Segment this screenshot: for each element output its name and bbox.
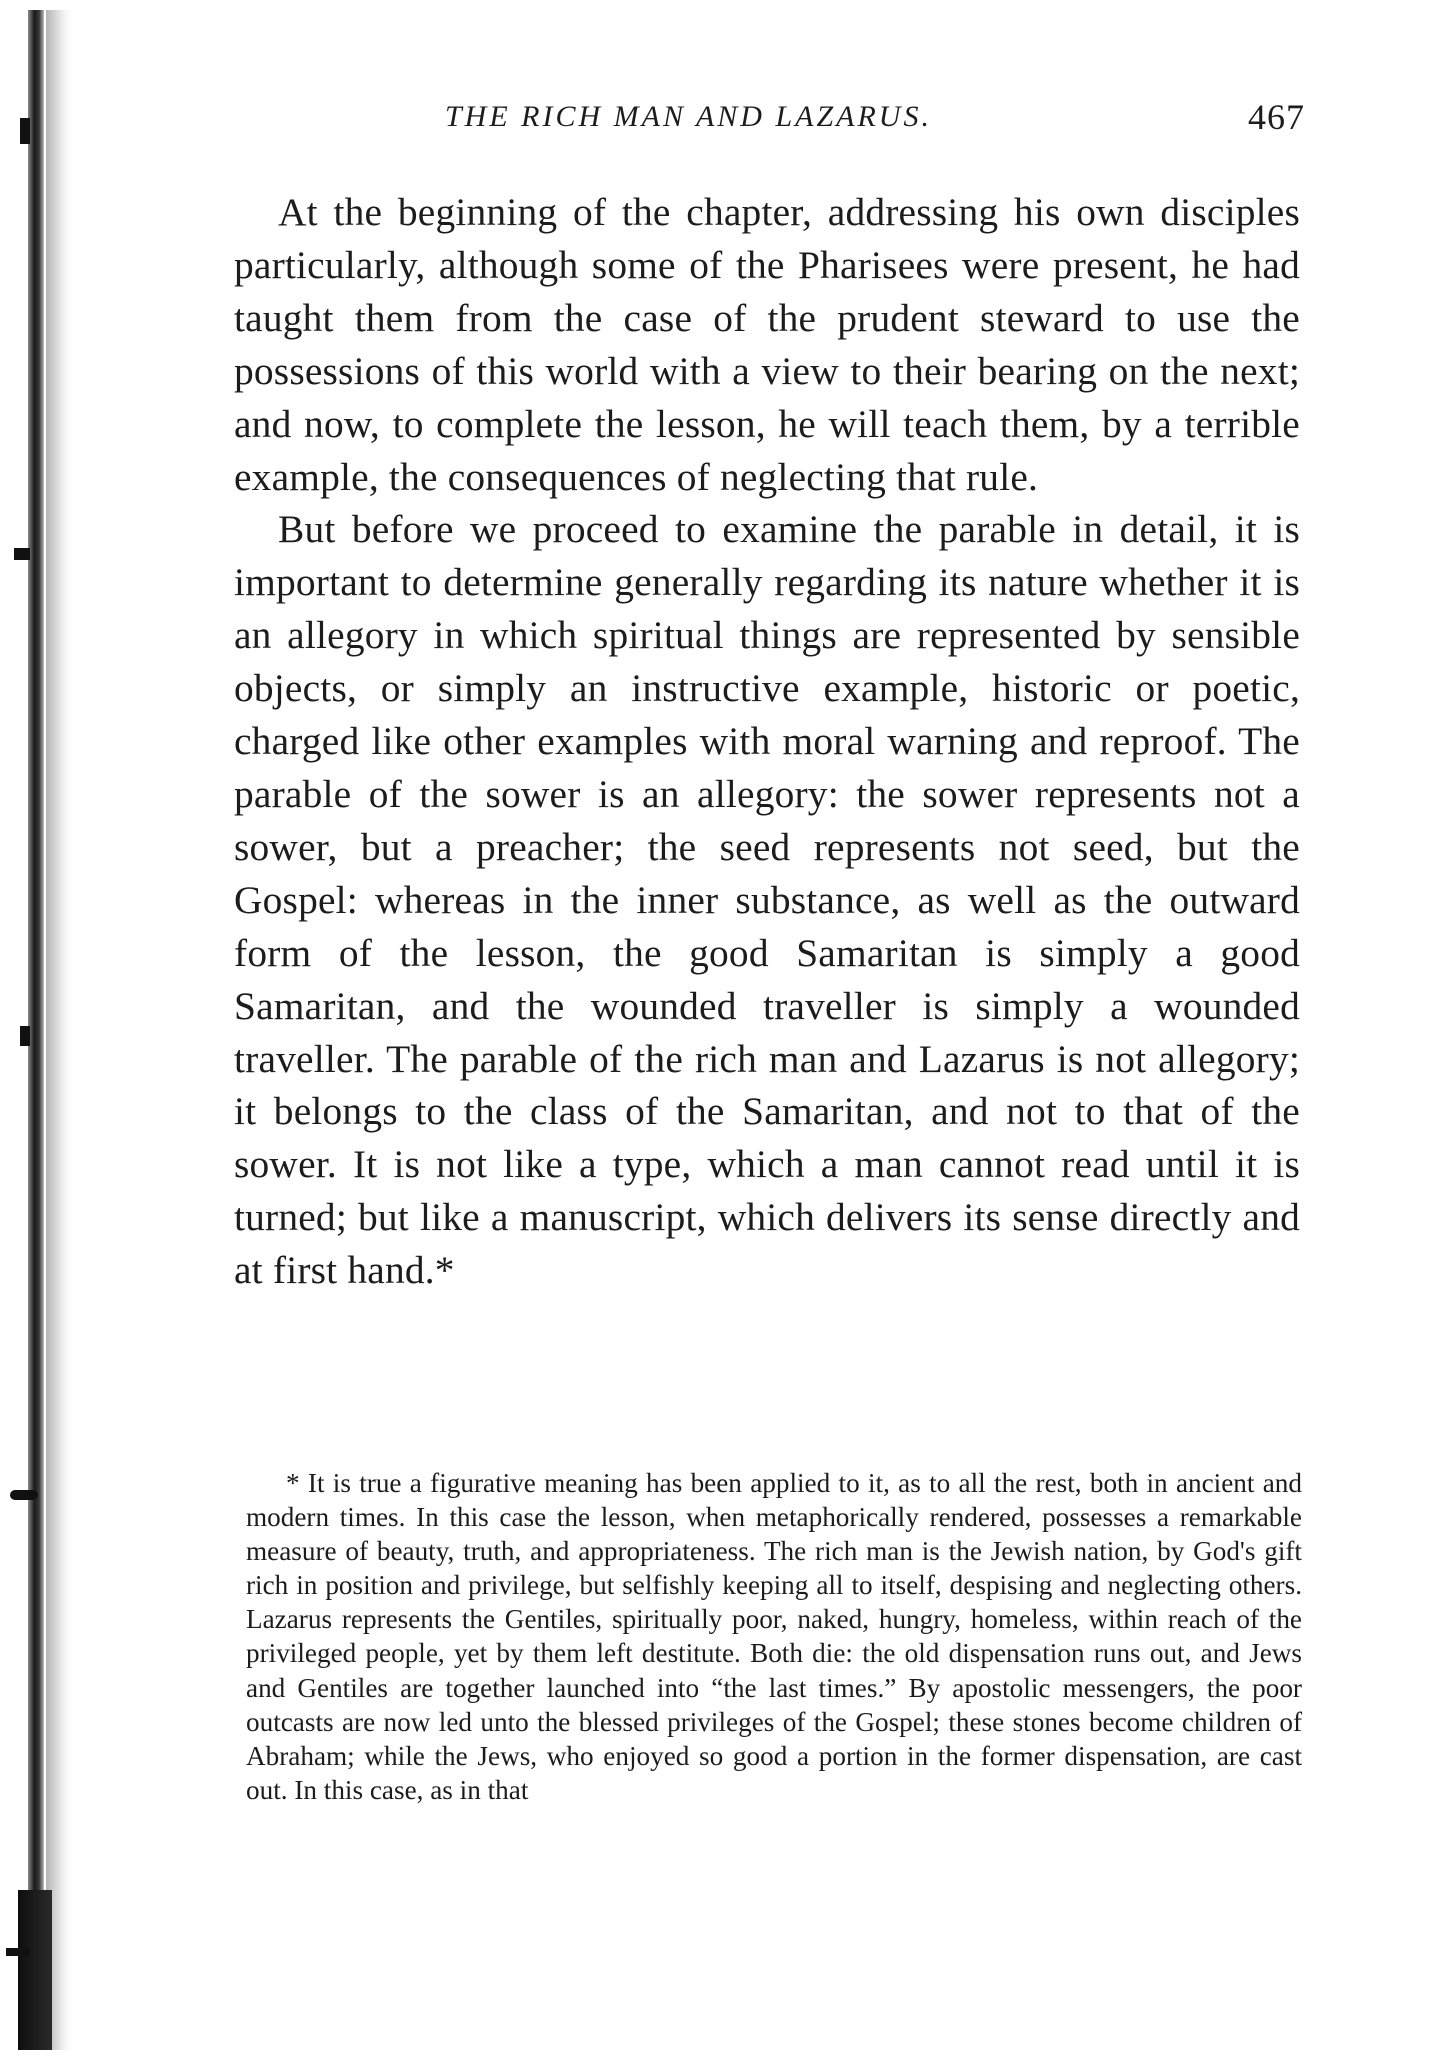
page-binding-edge	[0, 0, 100, 2056]
footnote-text: * It is true a figurative meaning has been applied to it, as to all the rest, both in ancient and modern times. In this case the lesson, when metaphorically rendered, possesses a remarkable measure of beauty, truth, and appropriateness. The rich man is the Jewish nation, by God's gift rich in position and privilege, but selfishly keeping all to itself, despising and neglecting others. Lazarus represents the Gentiles, spiritually poor, naked, hungry, homeless, within reach of the privileged people, yet by them left destitute. Both die: the old dispensation runs out, and Jews and Gentiles are together launched into “the last times.” By apostolic messengers, the poor outcasts are now led unto the blessed privileges of the Gospel; these stones become children of Abraham; while the Jews, who enjoyed so good a portion in the former dispensation, are cast out. In this case, as in that	[246, 1468, 1302, 1805]
running-title: THE RICH MAN AND LAZARUS.	[445, 100, 932, 133]
paragraph: But before we proceed to examine the parable in detail, it is important to determine generally regarding its nature whether it is an allegory in which spiritual things are represented by sensible objects, or simply an instructive example, historic or poetic, charged like other examples with moral warning and reproof. The parable of the sower is an allegory: the sower represents not a sower, but a preacher; the seed represents not seed, but the Gospel: whereas in the inner substance, as well as the outward form of the lesson, the good Samaritan is simply a good Samaritan, and the wounded traveller is simply a wounded traveller. The parable of the rich man and Lazarus is not allegory; it belongs to the class of the Samaritan, and not to that of the sower. It is not like a type, which a man cannot read until it is turned; but like a manuscript, which delivers its sense directly and at first hand.*	[234, 507, 1300, 1293]
binding-gradient	[46, 10, 74, 2050]
binding-mark	[6, 1948, 30, 1956]
binding-mark	[10, 1490, 38, 1500]
binding-mark	[20, 118, 30, 144]
footnote	[246, 1466, 1302, 1807]
binding-mark	[20, 1026, 30, 1046]
page-number: 467	[1248, 97, 1305, 137]
running-header	[445, 97, 1305, 160]
paragraph: At the beginning of the chapter, addressing his own disciples particularly, although some of the Pharisees were present, he had taught them from the case of the prudent steward to use the possessions of this world with a view to their bearing on the next; and now, to complete the lesson, he will teach them, by a terrible example, the consequences of neglecting that rule.	[234, 190, 1300, 499]
binding-mark	[14, 548, 30, 560]
binding-dark-corner	[18, 1890, 52, 2050]
main-text	[234, 186, 1300, 1297]
binding-shadow	[28, 10, 44, 2050]
